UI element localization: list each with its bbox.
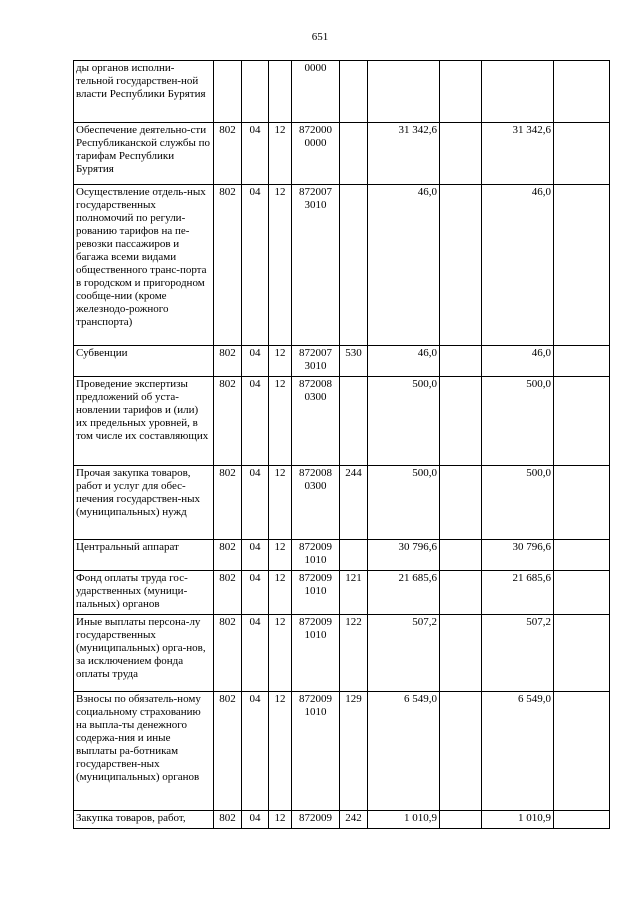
amount-total: 30 796,6 (368, 540, 440, 571)
table-row (74, 692, 610, 811)
amount-column-2 (440, 571, 482, 615)
target-article-code: 872007 3010 (292, 346, 340, 377)
amount-column-3: 31 342,6 (482, 123, 554, 185)
amount-column-2 (440, 692, 482, 811)
expense-type-code (340, 540, 368, 571)
row-name: Обеспечение деятельно-сти Республиканской службы по тарифам Республики Бурятия (74, 123, 214, 185)
subsection-code: 12 (269, 615, 292, 692)
target-article-code: 0000 (292, 61, 340, 123)
admin-code: 802 (214, 185, 242, 346)
subsection-code (269, 61, 292, 123)
section-code: 04 (242, 540, 269, 571)
admin-code: 802 (214, 377, 242, 466)
row-name: Закупка товаров, работ, (74, 811, 214, 829)
amount-column-4 (554, 61, 610, 123)
amount-total: 31 342,6 (368, 123, 440, 185)
expense-type-code (340, 123, 368, 185)
subsection-code: 12 (269, 377, 292, 466)
amount-total: 1 010,9 (368, 811, 440, 829)
table-row (74, 185, 610, 346)
target-article-code: 872009 1010 (292, 540, 340, 571)
table-row (74, 571, 610, 615)
amount-total: 500,0 (368, 466, 440, 540)
amount-column-2 (440, 185, 482, 346)
expense-type-code: 129 (340, 692, 368, 811)
table-row (74, 811, 610, 829)
target-article-code: 872009 (292, 811, 340, 829)
amount-total: 507,2 (368, 615, 440, 692)
section-code: 04 (242, 346, 269, 377)
amount-column-3: 507,2 (482, 615, 554, 692)
target-article-code: 872009 1010 (292, 571, 340, 615)
subsection-code: 12 (269, 346, 292, 377)
expense-type-code: 244 (340, 466, 368, 540)
expense-type-code (340, 61, 368, 123)
row-name: Осуществление отдель-ных государственных полномочий по регули-рованию тарифов на пе-ревозки пассажиров и багажа всеми видами общественного транс-порта в городском и пригородном сообще-нии (кроме железнодо-рожного транспорта) (74, 185, 214, 346)
table-row (74, 540, 610, 571)
target-article-code: 872008 0300 (292, 377, 340, 466)
expense-type-code (340, 185, 368, 346)
amount-column-2 (440, 615, 482, 692)
section-code: 04 (242, 377, 269, 466)
row-name: ды органов исполни-тельной государствен-ной власти Республики Бурятия (74, 61, 214, 123)
amount-column-4 (554, 811, 610, 829)
section-code: 04 (242, 615, 269, 692)
section-code: 04 (242, 123, 269, 185)
admin-code: 802 (214, 123, 242, 185)
amount-total: 46,0 (368, 346, 440, 377)
row-name: Центральный аппарат (74, 540, 214, 571)
subsection-code: 12 (269, 692, 292, 811)
amount-total (368, 61, 440, 123)
row-name: Иные выплаты персона-лу государственных (муниципальных) орга-нов, за исключением фонда оплаты труда (74, 615, 214, 692)
subsection-code: 12 (269, 571, 292, 615)
amount-column-3: 30 796,6 (482, 540, 554, 571)
subsection-code: 12 (269, 540, 292, 571)
amount-column-2 (440, 346, 482, 377)
row-name: Субвенции (74, 346, 214, 377)
admin-code: 802 (214, 466, 242, 540)
amount-column-4 (554, 540, 610, 571)
amount-column-2 (440, 61, 482, 123)
admin-code: 802 (214, 692, 242, 811)
amount-column-3: 46,0 (482, 346, 554, 377)
amount-column-2 (440, 377, 482, 466)
amount-total: 6 549,0 (368, 692, 440, 811)
table-row (74, 615, 610, 692)
target-article-code: 872009 1010 (292, 692, 340, 811)
row-name: Проведение экспертизы предложений об уста-новлении тарифов и (или) их предельных уровней, в том числе их составляющих (74, 377, 214, 466)
table-row (74, 346, 610, 377)
section-code (242, 61, 269, 123)
amount-column-4 (554, 692, 610, 811)
target-article-code: 872007 3010 (292, 185, 340, 346)
amount-column-2 (440, 540, 482, 571)
amount-column-3: 500,0 (482, 466, 554, 540)
row-name: Прочая закупка товаров, работ и услуг для обес-печения государствен-ных (муниципальных) нужд (74, 466, 214, 540)
row-name: Фонд оплаты труда гос-ударственных (муници-пальных) органов (74, 571, 214, 615)
admin-code: 802 (214, 346, 242, 377)
section-code: 04 (242, 811, 269, 829)
row-name: Взносы по обязатель-ному социальному страхованию на выпла-ты денежного содержа-ния и иные выплаты ра-ботникам государствен-ных (муниципальных) органов (74, 692, 214, 811)
expense-type-code (340, 377, 368, 466)
amount-column-3: 46,0 (482, 185, 554, 346)
amount-column-4 (554, 123, 610, 185)
target-article-code: 872008 0300 (292, 466, 340, 540)
amount-column-4 (554, 185, 610, 346)
amount-column-2 (440, 466, 482, 540)
admin-code: 802 (214, 811, 242, 829)
section-code: 04 (242, 466, 269, 540)
section-code: 04 (242, 185, 269, 346)
table-row (74, 377, 610, 466)
amount-column-2 (440, 123, 482, 185)
amount-column-4 (554, 466, 610, 540)
admin-code (214, 61, 242, 123)
section-code: 04 (242, 571, 269, 615)
subsection-code: 12 (269, 185, 292, 346)
target-article-code: 872009 1010 (292, 615, 340, 692)
amount-column-4 (554, 571, 610, 615)
amount-column-4 (554, 346, 610, 377)
amount-total: 500,0 (368, 377, 440, 466)
expense-type-code: 121 (340, 571, 368, 615)
amount-column-2 (440, 811, 482, 829)
subsection-code: 12 (269, 466, 292, 540)
subsection-code: 12 (269, 123, 292, 185)
admin-code: 802 (214, 540, 242, 571)
target-article-code: 872000 0000 (292, 123, 340, 185)
expense-type-code: 530 (340, 346, 368, 377)
table-row (74, 61, 610, 123)
amount-column-3: 1 010,9 (482, 811, 554, 829)
table-row (74, 466, 610, 540)
admin-code: 802 (214, 571, 242, 615)
amount-total: 21 685,6 (368, 571, 440, 615)
table-row (74, 123, 610, 185)
expense-type-code: 242 (340, 811, 368, 829)
amount-column-3: 6 549,0 (482, 692, 554, 811)
subsection-code: 12 (269, 811, 292, 829)
amount-column-3 (482, 61, 554, 123)
section-code: 04 (242, 692, 269, 811)
amount-column-3: 500,0 (482, 377, 554, 466)
amount-column-4 (554, 615, 610, 692)
budget-table (73, 60, 610, 829)
amount-column-4 (554, 377, 610, 466)
page-number: 651 (311, 31, 329, 43)
admin-code: 802 (214, 615, 242, 692)
amount-total: 46,0 (368, 185, 440, 346)
amount-column-3: 21 685,6 (482, 571, 554, 615)
expense-type-code: 122 (340, 615, 368, 692)
